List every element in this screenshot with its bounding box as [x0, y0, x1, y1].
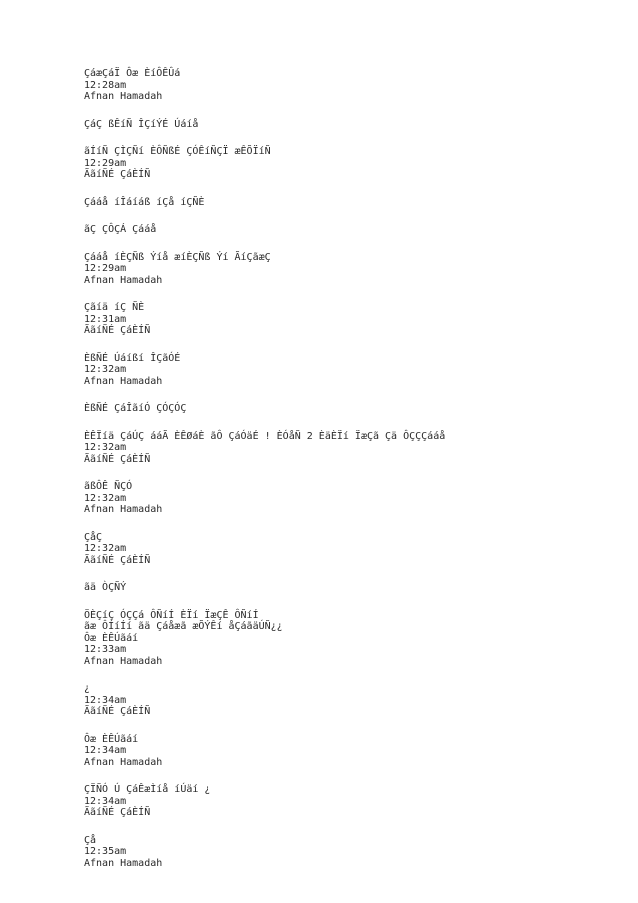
message-time: 12:32am — [84, 543, 127, 554]
message-text: Ôæ ÈÊÚãáí — [84, 733, 139, 745]
message-text: ÈßÑÉ Úáíßí ÎÇãÓÉ — [84, 352, 181, 364]
message-time: 12:34am — [84, 694, 127, 706]
message-sender: ÃãíÑÉ ÇáÈÍÑ — [84, 169, 151, 180]
message — [84, 481, 604, 516]
message — [84, 683, 604, 718]
message — [84, 633, 604, 668]
message-sender: ÃãíÑÉ ÇáÈÍÑ — [84, 325, 151, 336]
message-text: Çááå íÈÇÑß Ýíå æíÈÇÑß Ýí ÃíÇãæÇ — [84, 251, 271, 263]
message — [84, 302, 604, 337]
message-text: ÈÊÏíä ÇáÚÇ ááÃ ÈÊØáÈ ãÔ ÇáÓäÉ ! ÈÓåÑ 2 ÈäÈÏí ÏæÇã Çä ÔÇÇÇááå — [84, 430, 446, 442]
message — [84, 252, 604, 287]
message — [84, 403, 604, 415]
message-time: 12:33am — [84, 644, 127, 655]
message — [84, 68, 604, 103]
message-sender: ÃãíÑÉ ÇáÈÍÑ — [84, 453, 151, 465]
message-time: 12:34am — [84, 745, 127, 756]
message-time: 12:29am — [84, 263, 127, 274]
message-sender: Afnan Hamadah — [84, 857, 163, 869]
message — [84, 582, 604, 594]
message-text: Çãíä íÇ ÑÈ — [84, 302, 145, 313]
message — [84, 621, 604, 633]
message-text: ÇáæÇáÏ Ôæ ÈíÔÊÛá — [84, 68, 181, 79]
message-time: 12:31am — [84, 313, 127, 325]
message-text: ÇåÇ — [84, 531, 103, 543]
message-text: ãÇ ÇÔÇÁ Çááå — [84, 224, 157, 235]
message — [84, 197, 604, 209]
message-sender: ÃãíÑÉ ÇáÈÍÑ — [84, 554, 151, 566]
message — [84, 224, 604, 236]
message-time: 12:35am — [84, 846, 127, 857]
message-time: 12:32am — [84, 364, 127, 375]
message-sender: ÃãíÑÉ ÇáÈÍÑ — [84, 706, 151, 717]
message-sender: Afnan Hamadah — [84, 274, 163, 286]
message-time: 12:32am — [84, 492, 127, 504]
message-time: 12:29am — [84, 157, 127, 169]
message-time: 12:32am — [84, 442, 127, 453]
message-text: ãæ ÔÍíÍí ãä Çáåæã æÕÝÊí åÇáãäÚÑ¿¿ — [84, 621, 283, 632]
message-text: ÇÏÑÓ Ú ÇáÊæÌíå íÚäí ¿ — [84, 784, 211, 795]
message-text: Ôæ ÈÊÚãáí — [84, 632, 139, 644]
message-sender: Afnan Hamadah — [84, 504, 163, 515]
message — [84, 734, 604, 769]
message-time: 12:28am — [84, 79, 127, 91]
chat-transcript — [84, 68, 604, 885]
message-sender: Afnan Hamadah — [84, 91, 163, 102]
message — [84, 353, 604, 388]
message-time: 12:34am — [84, 795, 127, 807]
message-text: ÈßÑÉ ÇáÎãíÓ ÇÓÇÓÇ — [84, 403, 187, 414]
message-text: Çááå íÎáíáß íÇå íÇÑÈ — [84, 196, 205, 208]
message-sender: ÃãíÑÉ ÇáÈÍÑ — [84, 807, 151, 818]
message — [84, 610, 604, 622]
message-sender: Afnan Hamadah — [84, 375, 163, 387]
message-text: ãßÔÊ ÑÇÓ — [84, 481, 133, 492]
message-text: ãä ÒÇÑÝ — [84, 582, 127, 593]
message — [84, 784, 604, 819]
message-text: ÖÈÇíÇ ÓÇÇá ÔÑíÍ ÈÏí ÏæÇÊ ÔÑíÍ — [84, 609, 259, 621]
message-sender: Afnan Hamadah — [84, 756, 163, 768]
message-text: ãÍíÑ ÇÌÇÑí ÈÔÑßÉ ÇÓÊíÑÇÏ æÊÕÏíÑ — [84, 146, 271, 157]
message-text: ¿ — [84, 683, 91, 694]
message-sender: Afnan Hamadah — [84, 655, 163, 667]
message-text: ÇáÇ ßÊíÑ ÎÇíÝÉ Úáíå — [84, 118, 199, 130]
message — [84, 119, 604, 131]
message — [84, 146, 604, 181]
message — [84, 431, 604, 466]
message-text: Çå — [84, 834, 97, 846]
message — [84, 532, 604, 567]
message — [84, 835, 604, 870]
